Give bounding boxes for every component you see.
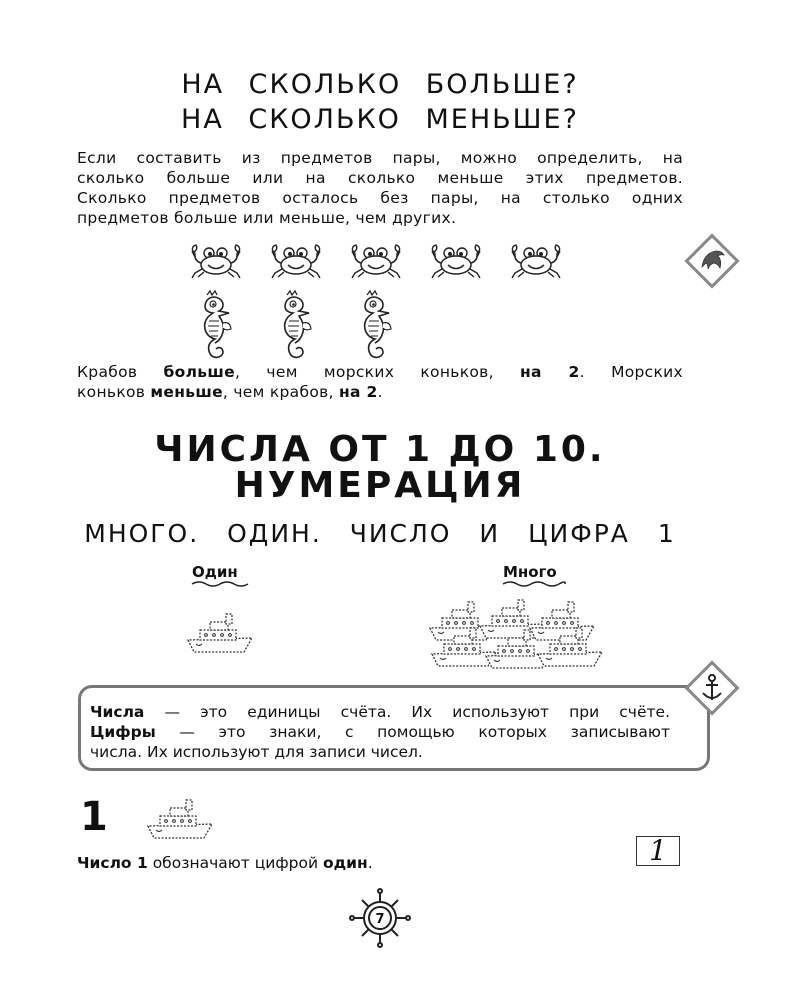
crab-icon xyxy=(272,245,320,278)
comparison-line-1 xyxy=(77,362,683,382)
section-title-line-1: ЧИСЛА ОТ 1 ДО 10. xyxy=(154,429,606,470)
section-subtitle: МНОГО. ОДИН. ЧИСЛО И ЦИФРА 1 xyxy=(84,519,676,548)
ship-icon xyxy=(188,614,252,652)
definition-text xyxy=(90,702,670,762)
label-one xyxy=(192,563,248,589)
dolphin-badge xyxy=(684,233,740,289)
comparison-bold: больше xyxy=(163,363,235,381)
wavy-underline xyxy=(503,581,565,589)
page-number-wheel xyxy=(340,888,420,948)
label-many xyxy=(503,563,565,589)
anchor-badge xyxy=(684,660,740,716)
comparison-text: коньков xyxy=(77,383,151,401)
seahorse-icon xyxy=(365,291,391,357)
ship-icon xyxy=(530,602,594,640)
label-many-text: Много xyxy=(503,563,557,581)
comparison-line-2 xyxy=(77,382,683,402)
definition-bold: Цифры xyxy=(90,723,156,741)
intro-line-4: предметов больше или меньше, чем других. xyxy=(77,209,457,227)
ships-group xyxy=(430,600,610,680)
comparison-bold: меньше xyxy=(150,383,223,401)
comparison-bold: на 2 xyxy=(520,363,580,381)
comparison-paragraph xyxy=(77,362,683,402)
definition-line-2 xyxy=(90,722,670,742)
digit-sentence-text: . xyxy=(367,854,373,872)
section-title-line-2: НУМЕРАЦИЯ xyxy=(234,465,526,506)
comparison-text: . Морских xyxy=(579,363,683,381)
definition-line-1 xyxy=(90,702,670,722)
digit-ship xyxy=(148,798,228,843)
comparison-text: Крабов xyxy=(77,363,164,381)
intro-paragraph xyxy=(77,148,683,228)
comparison-text: . xyxy=(377,383,383,401)
definition-span: — это знаки, с помощью которых записывают xyxy=(155,723,670,741)
intro-line-2: сколько больше или на сколько меньше этих предметов. xyxy=(77,169,683,187)
crab-icon xyxy=(192,245,240,278)
big-digit: 1 xyxy=(80,794,108,840)
handwritten-digit-box: 1 xyxy=(636,836,680,866)
wavy-underline xyxy=(192,581,248,589)
comparison-text: , чем морских коньков, xyxy=(234,363,521,381)
page-title-line-2: НА СКОЛЬКО МЕНЬШЕ? xyxy=(181,104,579,135)
seahorse-icon xyxy=(205,291,231,357)
digit-sentence xyxy=(77,853,373,873)
definition-bold: Числа xyxy=(90,703,145,721)
single-ship xyxy=(188,612,268,657)
digit-sentence-bold: Число 1 xyxy=(77,854,148,872)
definition-span: — это единицы счёта. Их используют при счёте. xyxy=(144,703,670,721)
seahorses-row xyxy=(193,288,433,360)
definition-line-3: числа. Их используют для записи чисел. xyxy=(90,743,423,761)
intro-line-1: Если составить из предметов пары, можно определить, на xyxy=(77,149,683,167)
comparison-bold: на 2 xyxy=(339,383,378,401)
digit-sentence-text: обозначают цифрой xyxy=(147,854,323,872)
crabs-row xyxy=(188,242,548,282)
comparison-text: , чем крабов, xyxy=(222,383,339,401)
crab-icon xyxy=(352,245,400,278)
page-number: 7 xyxy=(375,912,385,927)
crab-icon xyxy=(432,245,480,278)
crab-icon xyxy=(512,245,560,278)
digit-sentence-bold: один xyxy=(322,854,368,872)
page-title-line-1: НА СКОЛЬКО БОЛЬШЕ? xyxy=(181,69,579,100)
ship-icon xyxy=(148,800,212,838)
seahorse-icon xyxy=(285,291,311,357)
intro-line-3: Сколько предметов осталось без пары, на столько одних xyxy=(77,189,683,207)
label-one-text: Один xyxy=(192,563,238,581)
